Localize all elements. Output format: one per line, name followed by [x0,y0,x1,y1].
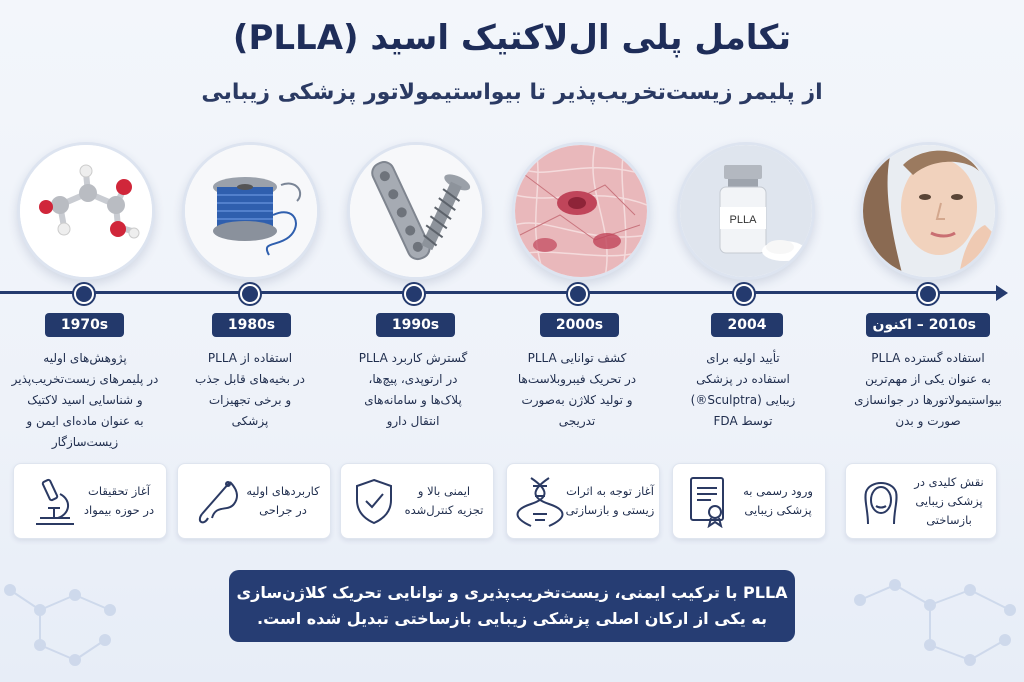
woman-face-icon [860,142,998,280]
milestone-description: استفاده گسترده PLLA به عنوان یکی از مهم‌ترین بیواستیمولاتورها در جوانسازی صورت و بدن [854,351,1002,428]
molecule-decoration-left [0,560,140,682]
milestone-card [13,463,167,539]
banner-line-1: PLLA با ترکیب ایمنی، زیست‌تخریب‌پذیری و توانایی تحریک کلاژن‌سازی [236,583,788,602]
timeline-dot [74,284,94,304]
microscope-icon [26,474,80,528]
milestone-card [506,463,660,539]
banner-line-2: به یکی از ارکان اصلی پزشکی زیبایی بازساختی تبدیل شده است. [256,609,768,628]
suture-spool-icon [182,142,320,280]
summary-banner [229,570,795,642]
timeline-dot [734,284,754,304]
milestone-card [177,463,331,539]
year-badge: 1970s [45,313,124,337]
timeline-dot [568,284,588,304]
dna-icon [513,474,567,528]
fibroblast-collagen-icon [512,142,650,280]
timeline-dot [918,284,938,304]
year-badge: 2010s – اکنون [866,313,990,337]
svg-text:PLLA: PLLA [729,214,757,226]
card-label: کاربردهای اولیه در جراحی [246,484,320,517]
year-badge: 2004 [711,313,783,337]
card-label: نقش کلیدی در پزشکی زیبایی بازساختی [914,474,984,527]
molecule-icon [17,142,155,280]
certificate-icon [681,474,735,528]
timeline-dot [240,284,260,304]
timeline-arrow [996,285,1008,301]
timeline-dot [404,284,424,304]
milestone-description: پژوهش‌های اولیه در پلیمرهای زیست‌تخریب‌پذیر و شناسایی اسید لاکتیک به عنوان ماده‌ای ایمن و زیست‌سازگار [11,351,159,449]
year-badge: 1980s [212,313,291,337]
milestone-card [672,463,826,539]
bone-plate-screw-icon [347,142,485,280]
shield-check-icon [347,474,401,528]
milestone-description: گسترش کاربرد PLLA در ارتوپدی، پیچ‌ها، پلاک‌ها و سامانه‌های انتقال دارو [358,351,468,428]
card-label: ایمنی بالا و تجزیه کنترل‌شده [404,484,484,517]
year-badge: 2000s [540,313,619,337]
plla-vial-icon [677,142,815,280]
milestone-description: استفاده از PLLA در بخیه‌های قابل جذب و برخی تجهیزات پزشکی [195,351,305,428]
page-subtitle: از پلیمر زیست‌تخریب‌پذیر تا بیواستیمولاتور پزشکی زیبایی [201,80,823,105]
face-outline-icon [854,474,908,528]
card-label: ورود رسمی به پزشکی زیبایی [743,484,813,517]
molecule-decoration-right [840,560,1024,682]
page-title: تکامل پلی ال‌لاکتیک اسید (PLLA) [232,18,792,58]
milestone-description: کشف توانایی PLLA در تحریک فیبروبلاست‌ها و تولید کلاژن به‌صورت تدریجی [517,351,637,428]
timeline-axis [0,291,1000,294]
milestone-description: تأیید اولیه برای استفاده در پزشکی زیبایی (Sculptra®) توسط FDA [690,351,796,428]
milestone-card [845,463,997,539]
milestone-card [340,463,494,539]
year-badge: 1990s [376,313,455,337]
card-label: آغاز تحقیقات در حوزه بیمواد [83,484,155,517]
suture-needle-icon [190,474,244,528]
card-label: آغاز توجه به اثرات زیستی و بازسازتی [565,484,655,517]
